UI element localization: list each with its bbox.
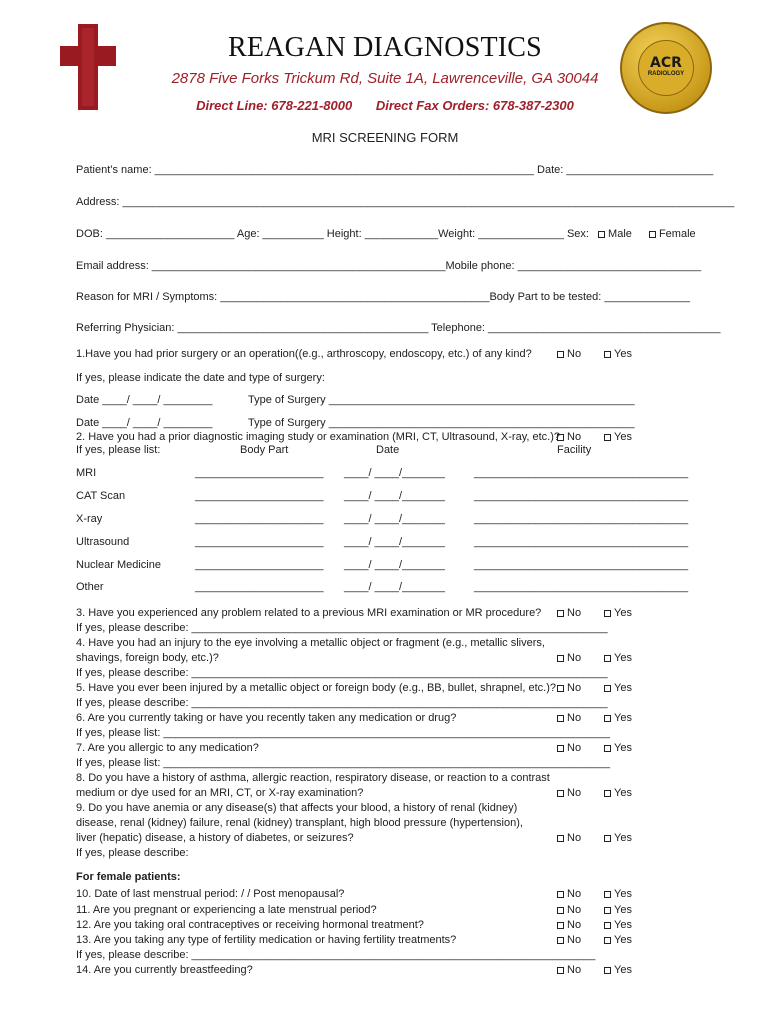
checkbox-icon [604, 745, 611, 752]
yes-label: Yes [614, 904, 632, 916]
q5-yes[interactable] [604, 682, 632, 694]
col-body-part: Body Part [240, 444, 289, 456]
checkbox-icon [604, 907, 611, 914]
imaging-body-part-field[interactable]: _____________________ [195, 490, 324, 502]
checkbox-icon [604, 937, 611, 944]
q7-no[interactable] [557, 742, 581, 754]
imaging-body-part-field[interactable]: _____________________ [195, 467, 324, 479]
imaging-type: CAT Scan [76, 490, 126, 502]
imaging-body-part-field[interactable]: _____________________ [195, 581, 324, 593]
question-line: If yes, please list: _________________________________________________________________________ [76, 727, 611, 739]
q3-no[interactable] [557, 607, 581, 619]
female-q14-no[interactable] [557, 964, 581, 976]
no-label: No [567, 431, 582, 443]
yes-label: Yes [614, 431, 632, 443]
yes-label: Yes [614, 964, 632, 976]
checkbox-icon [604, 351, 611, 358]
company-address: 2878 Five Forks Trickum Rd, Suite 1A, Lawrenceville, GA 30044 [171, 70, 599, 87]
female-q11-yes[interactable] [604, 904, 632, 916]
acr-seal-icon [620, 22, 712, 114]
checkbox-icon [557, 790, 564, 797]
no-label: No [567, 787, 582, 799]
female-heading: For female patients: [76, 871, 181, 883]
imaging-facility-field[interactable]: ___________________________________ [474, 536, 689, 548]
no-label: No [567, 832, 582, 844]
imaging-date-field[interactable]: ____/ ____/_______ [344, 467, 445, 479]
checkbox-icon [604, 655, 611, 662]
yes-label: Yes [614, 712, 632, 724]
q9-yes[interactable] [604, 832, 632, 844]
checkbox-icon [604, 685, 611, 692]
imaging-date-field[interactable]: ____/ ____/_______ [344, 490, 445, 502]
direct-line: Direct Line: 678-221-8000 [196, 98, 353, 113]
imaging-facility-field[interactable]: ___________________________________ [474, 490, 689, 502]
imaging-body-part-field[interactable]: _____________________ [195, 559, 324, 571]
imaging-date-field[interactable]: ____/ ____/_______ [344, 536, 445, 548]
q4-no[interactable] [557, 652, 581, 664]
checkbox-icon [557, 715, 564, 722]
female-q12: 12. Are you taking oral contraceptives or receiving hormonal treatment? [76, 919, 424, 931]
imaging-date-field[interactable]: ____/ ____/_______ [344, 559, 445, 571]
col-date: Date [376, 444, 400, 456]
imaging-facility-field[interactable]: ___________________________________ [474, 513, 689, 525]
question-line: If yes, please describe: [76, 847, 189, 859]
q1-text: 1.Have you had prior surgery or an operation((e.g., arthroscopy, endoscopy, etc.) of any kind? [76, 348, 532, 360]
question-line: If yes, please list: _________________________________________________________________________ [76, 757, 611, 769]
email-field[interactable]: Email address: ________________________________________________Mobile phone: ______________________________ [76, 260, 702, 272]
female-q13-no[interactable] [557, 934, 581, 946]
question-line: 3. Have you experienced any problem related to a previous MRI examination or MR procedure? [76, 607, 542, 619]
imaging-facility-field[interactable]: ___________________________________ [474, 467, 689, 479]
imaging-type: MRI [76, 467, 97, 479]
q2-text: 2. Have you had a prior diagnostic imaging study or examination (MRI, CT, Ultrasound, X-ray, etc.)? [76, 431, 561, 443]
no-label: No [567, 348, 582, 360]
q1-no[interactable] [557, 348, 581, 360]
female-q12-no[interactable] [557, 919, 581, 931]
q1-date2[interactable]: Date ____/ ____/ ________ [76, 417, 213, 429]
question-line: 4. Have you had an injury to the eye involving a metallic object or fragment (e.g., metallic slivers, [76, 637, 545, 649]
male-label: Male [608, 228, 632, 240]
question-line: If yes, please describe: ____________________________________________________________________ [76, 697, 608, 709]
checkbox-icon [557, 922, 564, 929]
female-q11: 11. Are you pregnant or experiencing a late menstrual period? [76, 904, 377, 916]
checkbox-icon [557, 434, 564, 441]
seal-radiology: RADIOLOGY [647, 71, 685, 77]
no-label: No [567, 934, 582, 946]
female-q13: 13. Are you taking any type of fertility medication or having fertility treatments? [76, 934, 457, 946]
no-label: No [567, 742, 582, 754]
imaging-type: Ultrasound [76, 536, 130, 548]
female-q12-yes[interactable] [604, 919, 632, 931]
female-describe[interactable]: If yes, please describe: __________________________________________________________________ [76, 949, 596, 961]
fax-line: Direct Fax Orders: 678-387-2300 [375, 98, 574, 113]
female-q11-no[interactable] [557, 904, 581, 916]
q8-yes[interactable] [604, 787, 632, 799]
q7-yes[interactable] [604, 742, 632, 754]
col-facility: Facility [557, 444, 592, 456]
yes-label: Yes [614, 919, 632, 931]
q3-yes[interactable] [604, 607, 632, 619]
imaging-date-field[interactable]: ____/ ____/_______ [344, 513, 445, 525]
imaging-date-field[interactable]: ____/ ____/_______ [344, 581, 445, 593]
question-line: 8. Do you have a history of asthma, allergic reaction, respiratory disease, or reaction to a contrast [76, 772, 550, 784]
q5-no[interactable] [557, 682, 581, 694]
q1-type1[interactable]: Type of Surgery __________________________________________________ [248, 394, 635, 406]
female-label: Female [658, 228, 696, 240]
no-label: No [567, 652, 582, 664]
imaging-type: Other [76, 581, 104, 593]
no-label: No [567, 919, 582, 931]
yes-label: Yes [614, 348, 632, 360]
female-q13-yes[interactable] [604, 934, 632, 946]
female-q10: 10. Date of last menstrual period: / / Post menopausal? [76, 888, 345, 900]
company-name: REAGAN DIAGNOSTICS [228, 32, 542, 63]
yes-label: Yes [614, 742, 632, 754]
checkbox-icon [557, 967, 564, 974]
no-label: No [567, 607, 582, 619]
female-q10-yes[interactable] [604, 888, 632, 900]
dob-field[interactable] [76, 228, 696, 240]
q9-no[interactable] [557, 832, 581, 844]
address-field[interactable]: Address: ____________________________________________________________________________________________________ [76, 196, 735, 208]
q1-yes[interactable] [604, 348, 632, 360]
checkbox-icon [604, 922, 611, 929]
male-checkbox[interactable] [598, 231, 605, 238]
imaging-body-part-field[interactable]: _____________________ [195, 536, 324, 548]
checkbox-icon [604, 715, 611, 722]
q6-no[interactable] [557, 712, 581, 724]
q2-no[interactable] [557, 431, 581, 443]
yes-label: Yes [614, 607, 632, 619]
q1-date1[interactable]: Date ____/ ____/ ________ [76, 394, 213, 406]
imaging-facility-field[interactable]: ___________________________________ [474, 559, 689, 571]
dob-line: DOB: _____________________ Age: __________ Height: ____________Weight: ______________ Sex: [76, 228, 589, 240]
q8-no[interactable] [557, 787, 581, 799]
q1-followup: If yes, please indicate the date and type of surgery: [76, 372, 325, 384]
imaging-type: X-ray [76, 513, 103, 525]
q4-yes[interactable] [604, 652, 632, 664]
female-q10-no[interactable] [557, 888, 581, 900]
checkbox-icon [604, 790, 611, 797]
imaging-facility-field[interactable]: ___________________________________ [474, 581, 689, 593]
checkbox-icon [557, 835, 564, 842]
checkbox-icon [604, 891, 611, 898]
patient-name-field[interactable]: Patient’s name: ______________________________________________________________ Date: ________________________ [76, 164, 714, 176]
checkbox-icon [557, 745, 564, 752]
checkbox-icon [557, 907, 564, 914]
q2-yes[interactable] [604, 431, 632, 443]
checkbox-icon [604, 610, 611, 617]
no-label: No [567, 682, 582, 694]
no-label: No [567, 964, 582, 976]
checkbox-icon [557, 655, 564, 662]
checkbox-icon [557, 685, 564, 692]
checkbox-icon [604, 835, 611, 842]
question-line: If yes, please describe: ____________________________________________________________________ [76, 622, 608, 634]
question-line: liver (hepatic) disease, a history of diabetes, or seizures? [76, 832, 354, 844]
physician-field[interactable]: Referring Physician: _________________________________________ Telephone: ______________________________________ [76, 322, 721, 334]
q1-type2[interactable]: Type of Surgery __________________________________________________ [248, 417, 635, 429]
no-label: No [567, 888, 582, 900]
yes-label: Yes [614, 934, 632, 946]
female-q14-yes[interactable] [604, 964, 632, 976]
question-line: disease, renal (kidney) failure, renal (kidney) transplant, high blood pressure (hypertension), [76, 817, 523, 829]
no-label: No [567, 712, 582, 724]
checkbox-icon [557, 351, 564, 358]
female-q14: 14. Are you currently breastfeeding? [76, 964, 253, 976]
yes-label: Yes [614, 832, 632, 844]
yes-label: Yes [614, 787, 632, 799]
checkbox-icon [604, 967, 611, 974]
q6-yes[interactable] [604, 712, 632, 724]
question-line: 5. Have you ever been injured by a metallic object or foreign body (e.g., BB, bullet, shrapnel, etc.)? [76, 682, 556, 694]
question-line: 7. Are you allergic to any medication? [76, 742, 259, 754]
seal-acr: ACR [650, 55, 682, 71]
question-line: shavings, foreign body, etc.)? [76, 652, 219, 664]
question-line: 9. Do you have anemia or any disease(s) that affects your blood, a history of renal (kidney) [76, 802, 518, 814]
female-checkbox[interactable] [649, 231, 656, 238]
q2-list-label: If yes, please list: [76, 444, 161, 456]
form-title: MRI SCREENING FORM [311, 130, 459, 145]
yes-label: Yes [614, 888, 632, 900]
yes-label: Yes [614, 682, 632, 694]
imaging-body-part-field[interactable]: _____________________ [195, 513, 324, 525]
question-line: 6. Are you currently taking or have you recently taken any medication or drug? [76, 712, 457, 724]
checkbox-icon [604, 434, 611, 441]
checkbox-icon [557, 610, 564, 617]
imaging-type: Nuclear Medicine [76, 559, 161, 571]
question-line: medium or dye used for an MRI, CT, or X-ray examination? [76, 787, 364, 799]
checkbox-icon [557, 891, 564, 898]
question-line: If yes, please describe: ____________________________________________________________________ [76, 667, 608, 679]
no-label: No [567, 904, 582, 916]
reason-field[interactable]: Reason for MRI / Symptoms: ____________________________________________Body Part to be tested: ______________ [76, 291, 691, 303]
yes-label: Yes [614, 652, 632, 664]
checkbox-icon [557, 937, 564, 944]
